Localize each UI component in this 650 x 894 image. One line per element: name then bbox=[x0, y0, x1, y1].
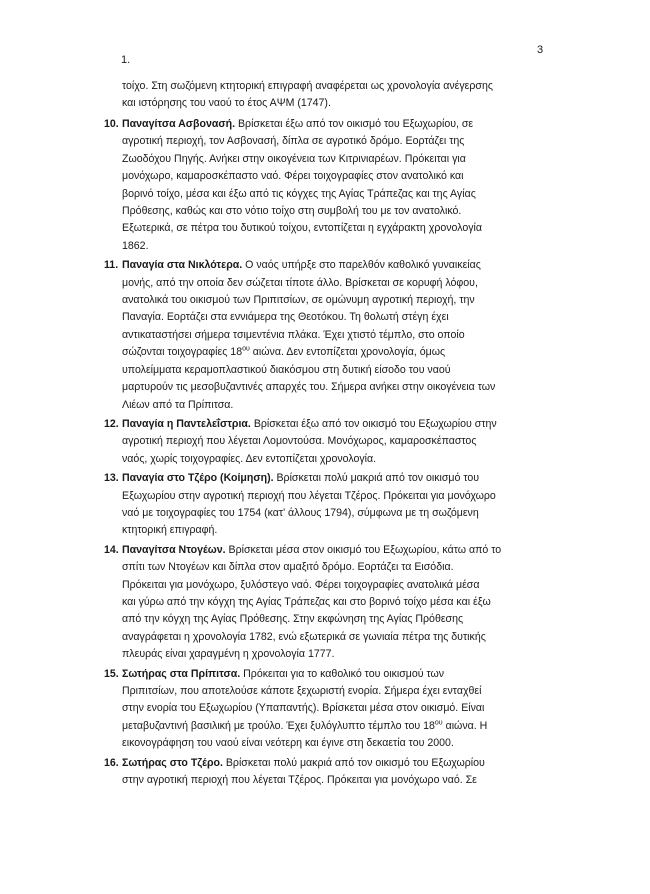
entry-text: Βρίσκεται μέσα στον οικισμό του Εξωχωρίου, κάτω από το bbox=[225, 543, 502, 556]
entry-line bbox=[122, 542, 562, 559]
entry-text: μεταβυζαντινή βασιλική με τρούλο. Έχει ξυλόγλυπτο τέμπλο του $18^{o\upsilon}$ αιώνα. Η bbox=[122, 719, 488, 732]
entry-text: Βρίσκεται πολύ μακριά από τον οικισμό του Εξωχωρίου bbox=[222, 756, 485, 769]
entry-title: Παναγία στο Τζέρο (Κοίμηση). bbox=[122, 472, 274, 485]
entry-text: αναγράφεται η χρονολογία 1782, ενώ εξωτερικά σε γωνιαία πέτρα της δυτικής bbox=[122, 630, 486, 643]
entry-text: Βρίσκεται έξω από τον οικισμό του Εξωχωρίου, σε bbox=[235, 118, 474, 130]
entry-number: 13. bbox=[104, 472, 119, 485]
entry-text: Πρόκειται για το καθολικό του οικισμού των bbox=[240, 667, 445, 680]
church-entry bbox=[0, 116, 562, 255]
entry-text: μαρτυρούν τις μεσοβυζαντινές απαρχές του. Σήμερα ανήκει στην οικογένεια των bbox=[122, 381, 496, 394]
entry-text: σπίτι των Ντογέων και δίπλα στον αμαξιτό δρόμο. Εορτάζει τα Εισόδια. bbox=[122, 561, 454, 574]
entry-line bbox=[122, 611, 562, 628]
entry-text: ανατολικά του οικισμού των Πριπιτσίων, σε ομώνυμη αγροτική περιοχή, την bbox=[122, 294, 475, 307]
entry-line bbox=[122, 700, 562, 717]
entry-number: 15. bbox=[104, 667, 119, 680]
entry-line bbox=[122, 275, 562, 292]
entry-number: 10. bbox=[104, 118, 119, 130]
entry-line bbox=[122, 257, 562, 274]
entry-line bbox=[122, 397, 562, 414]
entry-text: Εξωτερικά, σε πέτρα του δυτικού τοίχου, εντοπίζεται η εγχάρακτη χρονολογία bbox=[122, 222, 483, 235]
entry-line bbox=[122, 220, 562, 237]
church-entry bbox=[0, 542, 562, 664]
page-number: 3 bbox=[537, 44, 544, 56]
entry-text: υπολείμματα κεραμοπλαστικού διακόσμου στη δυτική είσοδο του ναού bbox=[122, 363, 451, 376]
entry-text: 1862. bbox=[122, 239, 149, 252]
entry-line bbox=[122, 238, 562, 255]
entry-line bbox=[122, 379, 562, 396]
entry-text: Ζωοδόχου Πηγής. Ανήκει στην οικογένεια των Κιτρινιαρέων. Πρόκειται για bbox=[122, 152, 466, 165]
intro-paragraph bbox=[122, 78, 562, 113]
entry-text: εικονογράφηση του ναού είναι νεότερη και έγινε στη δεκαετία του 2000. bbox=[122, 737, 454, 750]
entry-line bbox=[122, 309, 562, 326]
entry-line bbox=[122, 629, 562, 646]
entry-line bbox=[122, 505, 562, 522]
entry-line bbox=[122, 646, 562, 663]
entry-line bbox=[122, 433, 562, 450]
entry-line bbox=[122, 186, 562, 203]
entry-text: Βρίσκεται πολύ μακριά από τον οικισμό του bbox=[273, 472, 480, 485]
entry-line bbox=[122, 718, 562, 735]
entry-line bbox=[122, 666, 562, 683]
intro-line: τοίχο. Στη σωζόμενη κτητορική επιγραφή αναφέρεται ως χρονολογία ανέγερσης bbox=[122, 80, 493, 92]
entry-line bbox=[122, 522, 562, 539]
entry-text: Πριπιτσίων, που αποτελούσε κάποτε ξεχωριστή ενορία. Σήμερα έχει ενταχθεί bbox=[122, 685, 482, 697]
entry-number: 11. bbox=[104, 259, 119, 272]
entry-line bbox=[122, 133, 562, 150]
entry-line bbox=[122, 327, 562, 344]
entry-number: 14. bbox=[104, 543, 119, 556]
entry-line bbox=[122, 772, 562, 789]
entry-text: σώζονται τοιχογραφίες $18^{o\upsilon}$ αιώνα. Δεν εντοπίζεται χρονολογία, όμως bbox=[122, 345, 446, 359]
church-entry bbox=[0, 257, 562, 414]
entry-text: Βρίσκεται έξω από τον οικισμό του Εξωχωρίου στην bbox=[250, 417, 497, 430]
entry-line bbox=[122, 735, 562, 752]
entry-text: Παναγία. Εορτάζει στα εννιάμερα της Θεοτόκου. Τη θολωτή στέγη έχει bbox=[122, 311, 449, 324]
entry-line bbox=[122, 451, 562, 468]
entry-text: μονής, από την οποία δεν σώζεται τίποτε άλλο. Βρίσκεται σε κορυφή λόφου, bbox=[122, 276, 478, 289]
entry-text: μονόχωρο, καμαροσκέπαστο ναό. Φέρει τοιχογραφίες στον ανατολικό και bbox=[122, 170, 464, 183]
entry-line bbox=[122, 559, 562, 576]
entry-title: Σωτήρας στα Πρίπιτσα. bbox=[122, 667, 241, 680]
entry-number: 16. bbox=[104, 756, 119, 769]
entry-title: Παναγία στα Νικλότερα. bbox=[122, 259, 243, 272]
entry-line bbox=[122, 362, 562, 379]
church-entry bbox=[0, 755, 562, 790]
entry-text: στην ενορία του Εξωχωρίου (Υπαπαντής). Βρίσκεται μέσα στον οικισμό. Είναι bbox=[122, 702, 485, 715]
entry-line bbox=[122, 116, 562, 133]
entry-line bbox=[122, 168, 562, 185]
entry-line bbox=[122, 292, 562, 309]
church-entry bbox=[0, 666, 562, 753]
church-list bbox=[0, 116, 650, 791]
entry-line bbox=[122, 470, 562, 487]
entry-line bbox=[122, 488, 562, 505]
entry-text: Λιέων από τα Πρίπιτσα. bbox=[122, 398, 234, 411]
church-entry bbox=[0, 416, 562, 468]
entry-line bbox=[122, 344, 562, 361]
entry-text: ναό με τοιχογραφίες του 1754 (κατ' άλλους 1794), σύμφωνα με τη σωζόμενη bbox=[122, 506, 479, 519]
entry-text: αγροτική περιοχή, τον Ασβονασή, δίπλα σε αγροτικό δρόμο. Εορτάζει της bbox=[122, 135, 465, 148]
entry-text: Εξωχωρίου στην αγροτική περιοχή που λέγεται Τζέρος. Πρόκειται για μονόχωρο bbox=[122, 489, 496, 502]
entry-title: Παναγίτσα Ασβονασή. bbox=[122, 118, 236, 130]
entry-line bbox=[122, 203, 562, 220]
entry-title: Σωτήρας στο Τζέρο. bbox=[122, 756, 223, 769]
corner-number: 1. bbox=[121, 54, 131, 66]
entry-text: κτητορική επιγραφή. bbox=[122, 524, 218, 537]
entry-line bbox=[122, 416, 562, 433]
entry-line bbox=[122, 151, 562, 168]
entry-text: αγροτική περιοχή που λέγεται Λομοντούσα. Μονόχωρος, καμαροσκέπαστος bbox=[122, 435, 477, 448]
entry-text: βορινό τοίχο, μέσα και έξω από τις κόγχες της Αγίας Τράπεζας και της Αγίας bbox=[122, 187, 476, 200]
entry-number: 12. bbox=[104, 417, 119, 430]
entry-text: από την κόγχη της Αγίας Πρόθεσης. Στην εκφώνηση της Αγίας Πρόθεσης bbox=[122, 613, 464, 626]
entry-line bbox=[122, 755, 562, 772]
entry-text: Ο ναός υπήρξε στο παρελθόν καθολικό γυναικείας bbox=[242, 259, 481, 272]
entry-text: Πρόκειται για μονόχωρο, ξυλόστεγο ναό. Φέρει τοιχογραφίες ανατολικά μέσα bbox=[122, 578, 480, 591]
entry-title: Παναγίτσα Ντογέων. bbox=[122, 543, 226, 556]
entry-line bbox=[122, 683, 562, 700]
entry-text: Πρόθεσης, καθώς και στο νότιο τοίχο στη συμβολή του με τον ανατολικό. bbox=[122, 205, 462, 218]
entry-text: αντικαταστήσει σήμερα τσιμεντένια πλάκα. Έχει χτιστό τέμπλο, στο οποίο bbox=[122, 328, 465, 341]
entry-text: στην αγροτική περιοχή που λέγεται Τζέρος. Πρόκειται για μονόχωρο ναό. Σε bbox=[122, 774, 477, 787]
entry-line bbox=[122, 594, 562, 611]
entry-text: ναός, χωρίς τοιχογραφίες. Δεν εντοπίζεται χρονολογία. bbox=[122, 452, 377, 465]
entry-text: και γύρω από την κόγχη της Αγίας Τράπεζας και στο βορινό τοίχο μέσα και έξω bbox=[122, 595, 491, 608]
entry-text: πλευράς είναι χαραγμένη η χρονολογία 1777. bbox=[122, 648, 335, 661]
intro-line: και ιστόρησης του ναού το έτος ΑΨΜ (1747). bbox=[122, 97, 331, 110]
church-entry bbox=[0, 470, 562, 540]
entry-line bbox=[122, 577, 562, 594]
entry-title: Παναγία η Παντελεΐστρια. bbox=[122, 417, 251, 430]
